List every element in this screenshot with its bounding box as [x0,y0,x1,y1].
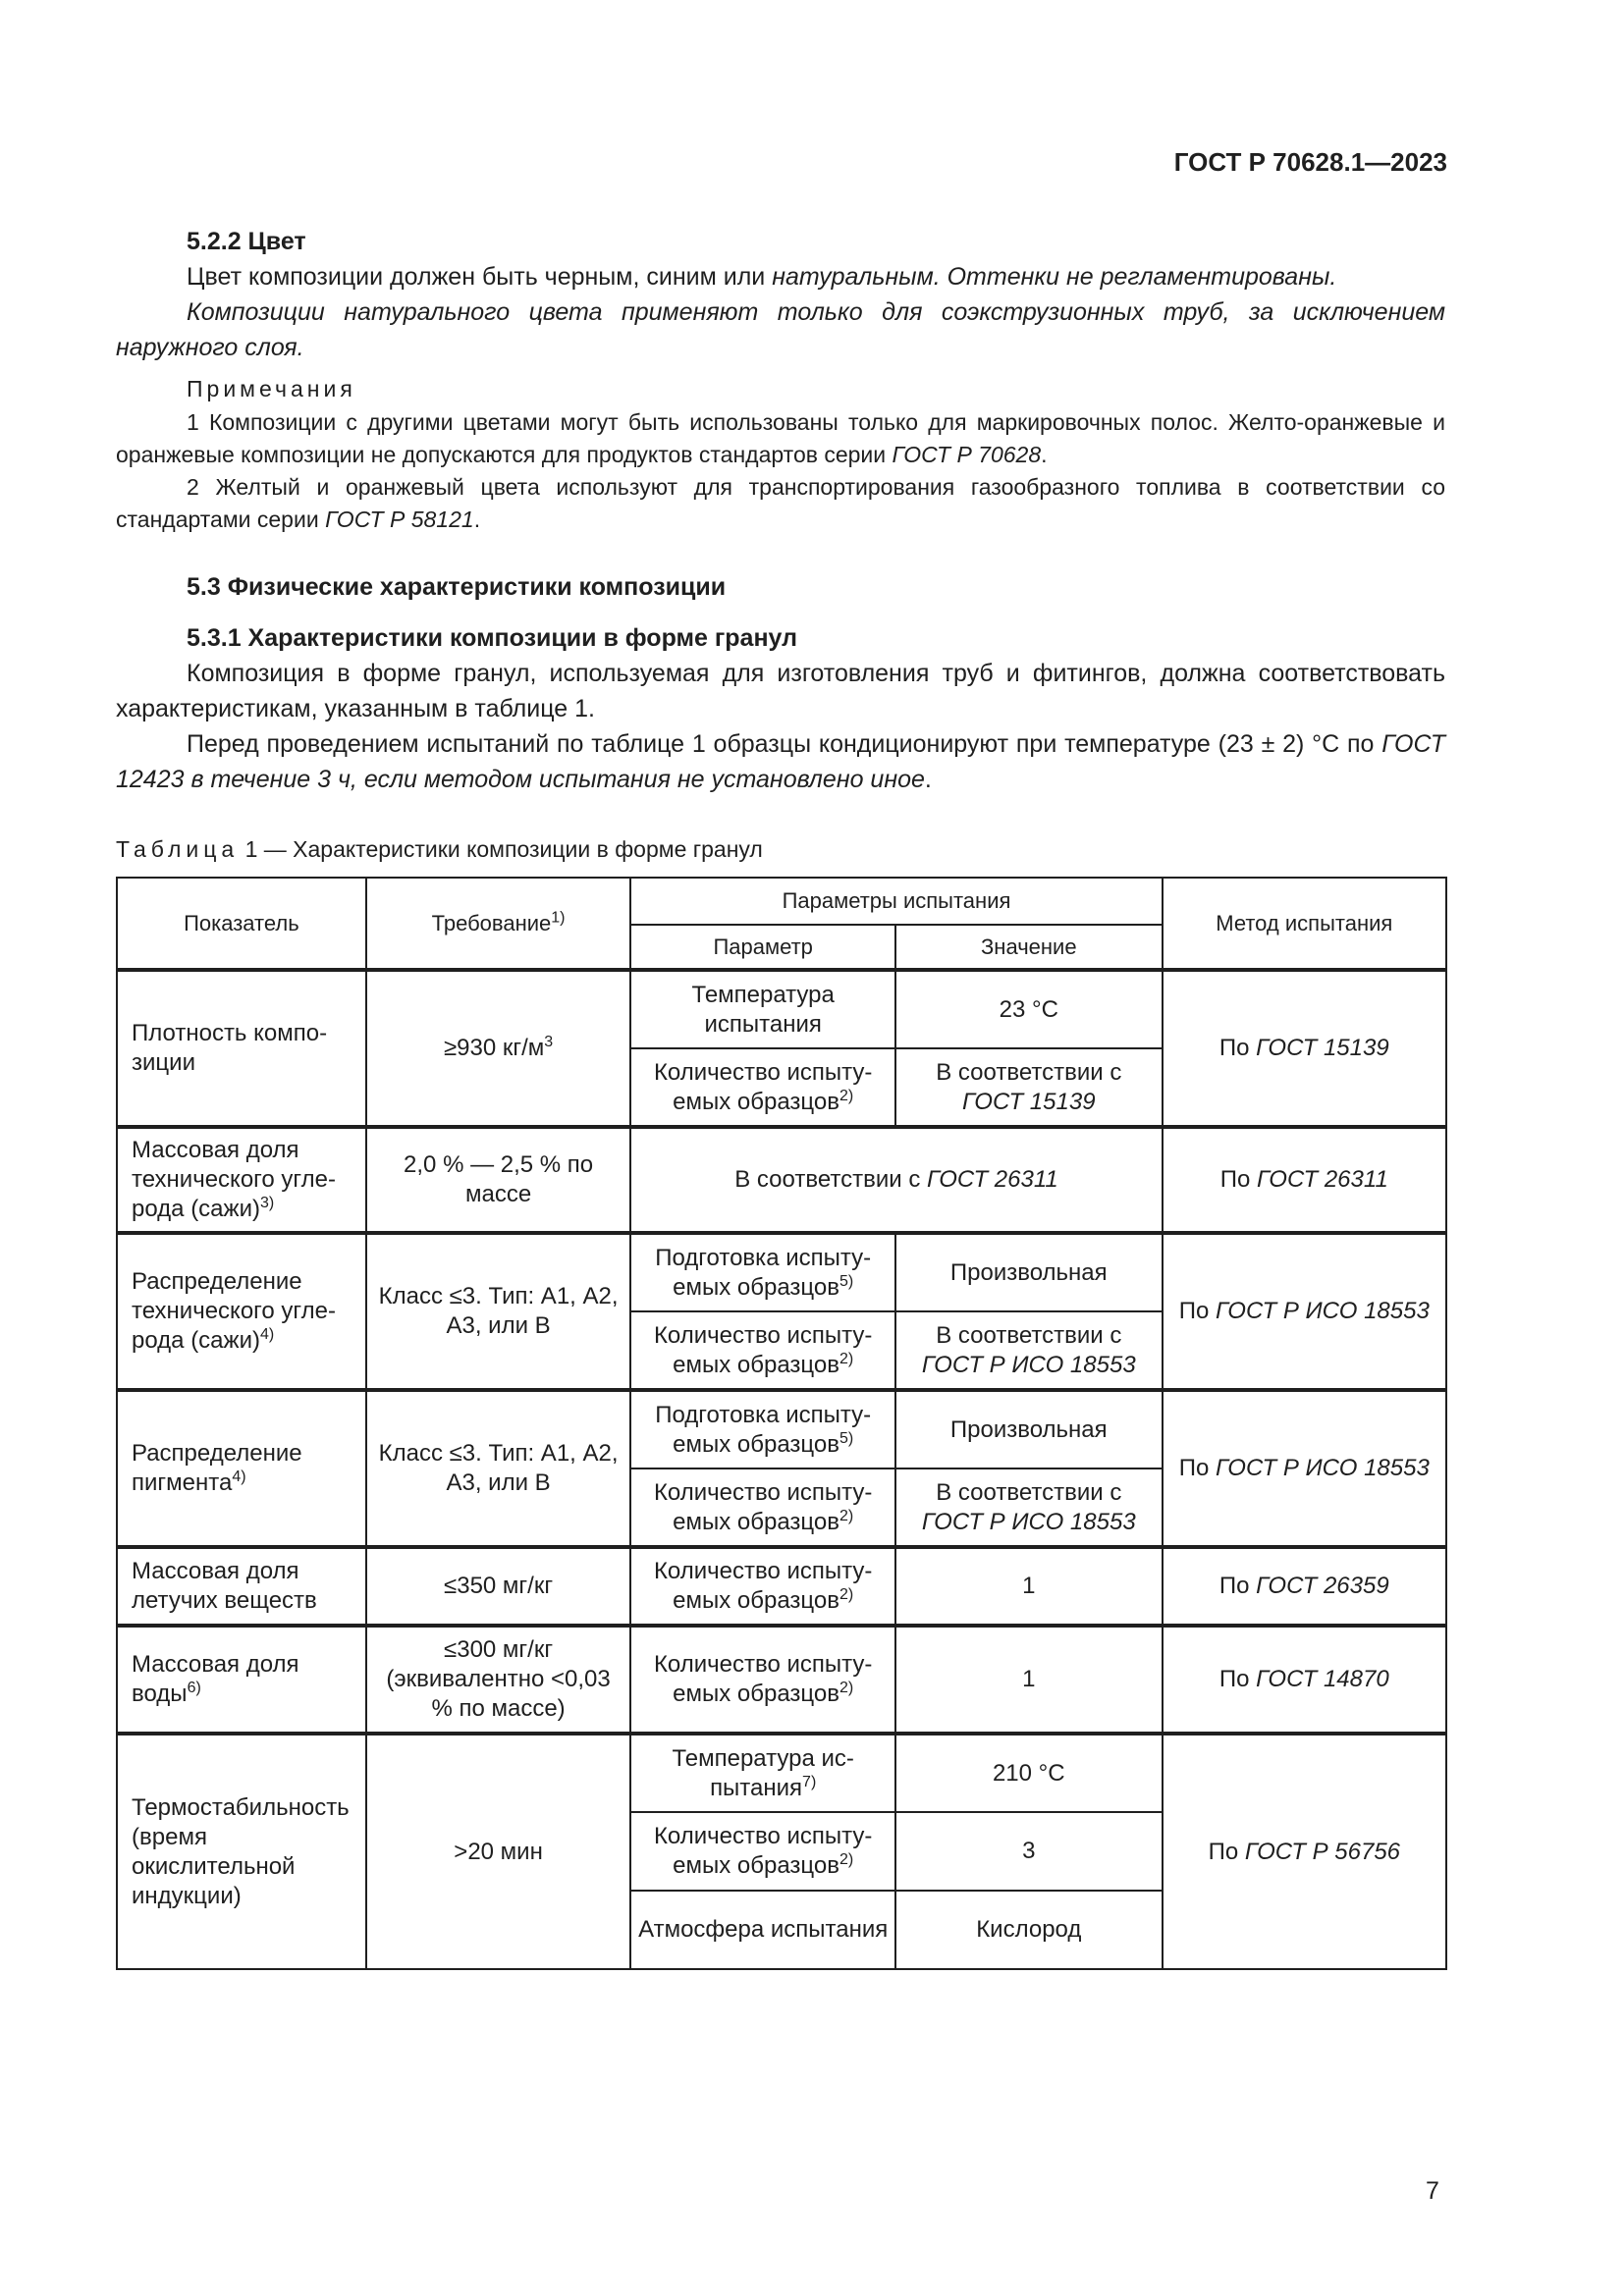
page-number: 7 [1426,2177,1439,2205]
footnote-mark: 2) [839,1586,854,1603]
cell-indicator [117,1390,366,1547]
text-span: Массовая доля воды [132,1651,299,1707]
paragraph-conditioning [116,726,1445,797]
text-span: Массовая доля технического углерода (сажи) [132,1137,336,1222]
text-span: По [1218,1666,1257,1692]
cell-requirement: ≤300 мг/кг (эквивалентно <0,03 % по массе) [366,1626,631,1734]
cell-value: 1 [895,1547,1163,1626]
table-row [117,970,1446,1048]
caption-title: 1 — Характеристики композиции в форме гранул [239,836,763,862]
standard-reference: ГОСТ Р ИСО 18553 [1216,1455,1430,1481]
standard-reference: ГОСТ Р ИСО 18553 [1216,1298,1430,1324]
italic-span: Композиции натурального цвета применяют только для соэкструзионных труб, за исключением наружного слоя. [116,298,1445,361]
cell-value [895,1311,1163,1390]
standard-reference: ГОСТ 15139 [1256,1035,1389,1061]
text-span: В соответствии с [936,1058,1122,1086]
cell-indicator [117,1233,366,1390]
cell-parameter [630,1048,895,1127]
paragraph-color [116,259,1445,294]
section-heading-5-2-2: 5.2.2 Цвет [187,228,306,255]
footnote-mark: 2) [839,1507,854,1524]
text-span: . [924,766,932,793]
text-span: По [1178,1298,1217,1324]
section-heading-5-3-1: 5.3.1 Характеристики композиции в форме гранул [187,624,798,652]
text-span: В соответствии с [936,1321,1122,1349]
cell-indicator: Плотность композиции [117,970,366,1127]
cell-method [1163,1233,1446,1390]
superscript: 3 [544,1034,554,1050]
cell-parameter [630,1311,895,1390]
spacer [116,605,1445,620]
text-span: Количество испытуемых образцов [653,1823,873,1879]
footnote-mark: 4) [259,1326,275,1343]
text-span: По [1218,1035,1257,1061]
note-1 [116,406,1445,471]
cell-indicator: Массовая доля летучих веществ [117,1547,366,1626]
text-span: Требование [431,910,552,935]
text-span: В соответствии с [734,1166,927,1193]
standard-reference: ГОСТ 15139 [962,1088,1096,1115]
text-span: Количество испытуемых образцов [653,1478,873,1535]
footnote-mark: 6) [187,1680,201,1696]
footnote-mark: 2) [839,1851,854,1868]
cell-parameter: Температура испытания [630,970,895,1048]
caption-label: Таблица [116,836,240,862]
footnote-mark: 2) [839,1350,854,1367]
cell-value: 23 °С [895,970,1163,1048]
standard-reference: ГОСТ 26311 [1257,1166,1388,1193]
cell-value [895,1048,1163,1127]
cell-requirement: Класс ≤3. Тип: А1, А2, А3, или В [366,1390,631,1547]
text-span: . [1041,442,1048,467]
cell-parameter [630,1547,895,1626]
header-parameter: Параметр [630,925,895,970]
cell-parameter: Атмосфера испытания [630,1891,895,1969]
table-row [117,1734,1446,1812]
cell-parameters-merged [630,1127,1162,1233]
text-span: Подготовка испытуемых образцов [655,1244,872,1301]
cell-parameter [630,1812,895,1891]
cell-indicator [117,1127,366,1233]
paragraph-natural-color [116,294,1445,365]
footnote-mark: 3) [259,1195,275,1211]
cell-requirement [366,970,631,1127]
cell-indicator [117,1626,366,1734]
cell-method [1163,1626,1446,1734]
header-test-method: Метод испытания [1163,878,1446,970]
table-row [117,1390,1446,1468]
standard-reference: ГОСТ Р ИСО 18553 [921,1508,1136,1535]
footnote-mark: 5) [839,1429,854,1447]
cell-parameter [630,1626,895,1734]
cell-method [1163,1390,1446,1547]
text-span: По [1208,1838,1245,1865]
text-span: Количество испытуемых образцов [653,1058,873,1115]
cell-method [1163,1127,1446,1233]
footnote-mark: 1) [551,909,566,927]
section-heading-5-3: 5.3 Физические характеристики композиции [187,573,727,601]
cell-method [1163,970,1446,1127]
text-span: . [473,507,481,532]
cell-parameter [630,1233,895,1311]
text-span: Температура испытания [672,1744,854,1801]
text-span: По [1219,1166,1258,1193]
standard-reference: ГОСТ Р 56756 [1244,1838,1401,1865]
text-span: Подготовка испытуемых образцов [655,1401,872,1458]
cell-parameter [630,1468,895,1547]
note-2 [116,471,1445,536]
italic-span: натуральным. Оттенки не регламентированы. [772,263,1337,291]
standard-reference: ГОСТ 12423 в течение 3 ч, если методом испытания не установлено иное [116,730,1445,793]
standard-reference: ГОСТ Р 70628 [892,442,1042,467]
cell-requirement: Класс ≤3. Тип: А1, А2, А3, или В [366,1233,631,1390]
spacer [116,536,1445,569]
header-requirement [366,878,631,970]
text-span: Распределение технического углерода (сажи) [132,1268,336,1354]
characteristics-table [116,877,1447,1970]
cell-value: Произвольная [895,1390,1163,1468]
text-span: 2 Желтый и оранжевый цвета используют для транспортирования газообразного топлива в соответствии со стандартами серии [116,474,1445,532]
cell-indicator: Термостабильность (время окислительной индукции) [117,1734,366,1969]
footnote-mark: 5) [839,1272,854,1290]
notes-title: Примечания [187,376,356,401]
text-span: Распределение пигмента [132,1440,302,1496]
header-value: Значение [895,925,1163,970]
text-span: По [1178,1455,1217,1481]
header-indicator: Показатель [117,878,366,970]
standard-designation: ГОСТ Р 70628.1—2023 [1173,147,1447,177]
standard-reference: ГОСТ 14870 [1256,1666,1389,1692]
cell-value: Произвольная [895,1233,1163,1311]
cell-value: 210 °С [895,1734,1163,1812]
cell-parameter [630,1734,895,1812]
table-row [117,1547,1446,1626]
cell-value [895,1468,1163,1547]
text-span: Количество испытуемых образцов [653,1651,873,1707]
footnote-mark: 2) [839,1680,854,1696]
standard-reference: ГОСТ 26359 [1256,1573,1389,1599]
text-span: Цвет композиции должен быть черным, синим или [187,263,773,291]
text-span: Количество испытуемых образцов [653,1558,873,1614]
table-caption [116,836,763,863]
table-row [117,1626,1446,1734]
cell-requirement: >20 мин [366,1734,631,1969]
paragraph-granules: Композиция в форме гранул, используемая для изготовления труб и фитингов, должна соответствовать характеристикам, указанным в таблице 1. [116,660,1445,722]
header-test-parameters: Параметры испытания [630,878,1162,925]
table-row [117,1233,1446,1311]
table-row [117,1127,1446,1233]
body-text [116,224,1445,797]
footnote-mark: 2) [839,1087,854,1104]
cell-requirement: ≤350 мг/кг [366,1547,631,1626]
text-span: Перед проведением испытаний по таблице 1 образцы кондиционируют при температуре (23 ± 2) °С по [187,730,1382,758]
cell-parameter [630,1390,895,1468]
standard-reference: ГОСТ Р ИСО 18553 [921,1351,1136,1378]
cell-requirement: 2,0 % — 2,5 % по массе [366,1127,631,1233]
text-span: В соответствии с [936,1478,1122,1506]
footnote-mark: 7) [802,1773,817,1790]
standard-reference: ГОСТ Р 58121 [325,507,474,532]
text-span: 1 Композиции с другими цветами могут быть использованы только для маркировочных полос. Желто-оранжевые и оранжевые композиции не допускаются для продуктов стандартов серии [116,409,1445,467]
cell-value: Кислород [895,1891,1163,1969]
cell-value: 1 [895,1626,1163,1734]
text-span: ≥930 кг/м [443,1035,545,1061]
cell-method [1163,1734,1446,1969]
text-span: По [1218,1573,1257,1599]
cell-method [1163,1547,1446,1626]
standard-reference: ГОСТ 26311 [926,1166,1058,1193]
table-header-row [117,878,1446,925]
footnote-mark: 4) [232,1468,246,1485]
cell-value: 3 [895,1812,1163,1891]
text-span: Количество испытуемых образцов [653,1321,873,1378]
